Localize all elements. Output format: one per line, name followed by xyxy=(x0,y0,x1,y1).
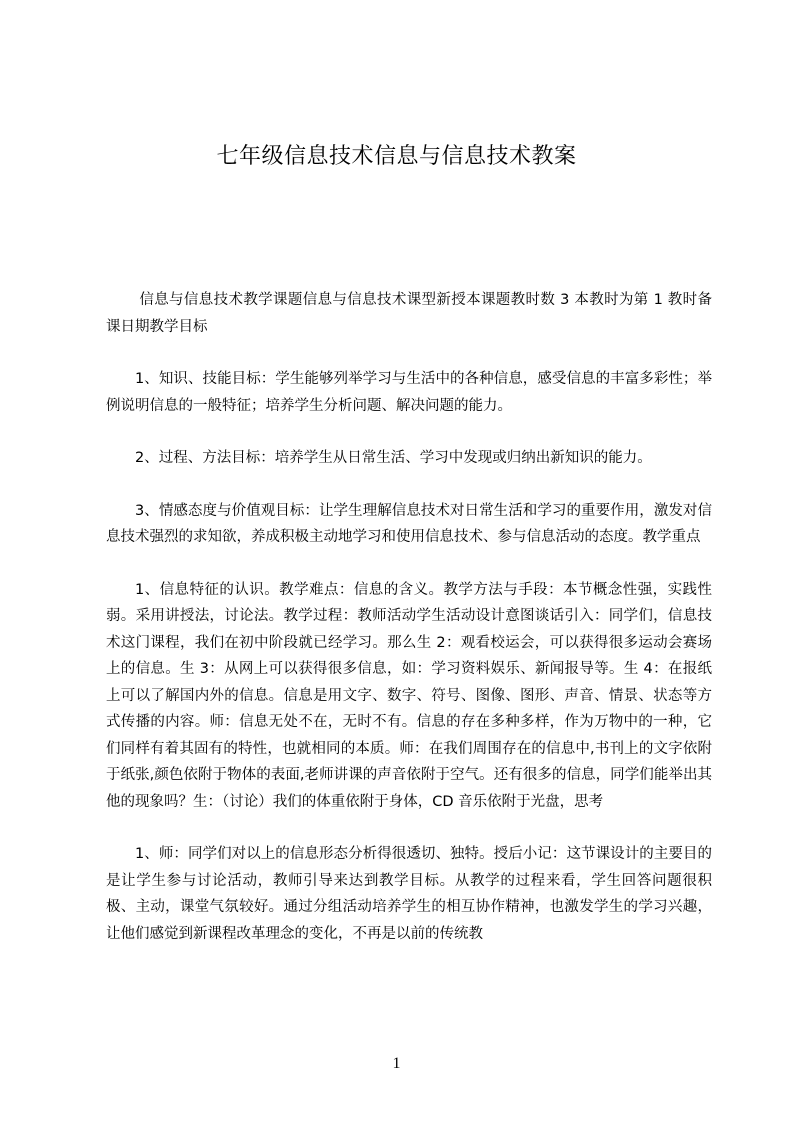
paragraph-lesson-info: 信息与信息技术教学课题信息与信息技术课型新授本课题教时数 3 本教时为第 1 教时备课日期教学目标 xyxy=(106,292,712,335)
page-number: 1 xyxy=(392,1055,401,1072)
paragraph-knowledge-goal: 1、知识、技能目标：学生能够列举学习与生活中的各种信息，感受信息的丰富多彩性；举例说明信息的一般特征；培养学生分析问题、解决问题的能力。 xyxy=(106,371,712,414)
paragraph-attitude-goal: 3、情感态度与价值观目标：让学生理解信息技术对日常生活和学习的重要作用，激发对信息技术强烈的求知欲，养成积极主动地学习和使用信息技术、参与信息活动的态度。教学重点 xyxy=(106,502,712,545)
paragraph-reflection: 1、师：同学们对以上的信息形态分析得很透切、独特。授后小记：这节课设计的主要目的是让学生参与讨论活动，教师引导来达到教学目标。从教学的过程来看，学生回答问题很积极、主动，课堂气氛较好。通过分组活动培养学生的相互协作精神，也激发学生的学习兴趣，让他们感觉到新课程改革理念的变化，不再是以前的传统教 xyxy=(106,846,712,942)
paragraph-process-goal: 2、过程、方法目标：培养学生从日常生活、学习中发现或归纳出新知识的能力。 xyxy=(135,450,652,466)
document-title: 七年级信息技术信息与信息技术教案 xyxy=(216,144,577,169)
document-body xyxy=(106,287,712,973)
paragraph-teaching-process: 1、信息特征的认识。教学难点：信息的含义。教学方法与手段：本节概念性强，实践性弱。采用讲授法，讨论法。教学过程：教师活动学生活动设计意图谈话引入：同学们，信息技术这门课程，我们在初中阶段就已经学习。那么生 2：观看校运会，可以获得很多运动会赛场上的信息。生 3：从网上可以获得很多信息，如：学习资料娱乐、新闻报导等。生 4：在报纸上可以了解国内外的信息。信息是用文字、数字、符号、图像、图形、声音、情景、状态等方式传播的内容。师：信息无处不在，无时不有。信息的存在多种多样，作为万物中的一种，它们同样有着其固有的特性，也就相同的本质。师：在我们周围存在的信息中,书刊上的文字依附于纸张,颜色依附于物体的表面,老师讲课的声音依附于空气。还有很多的信息，同学们能举出其他的现象吗？生：（讨论）我们的体重依附于身体，CD 音乐依附于光盘，思考 xyxy=(106,581,712,810)
